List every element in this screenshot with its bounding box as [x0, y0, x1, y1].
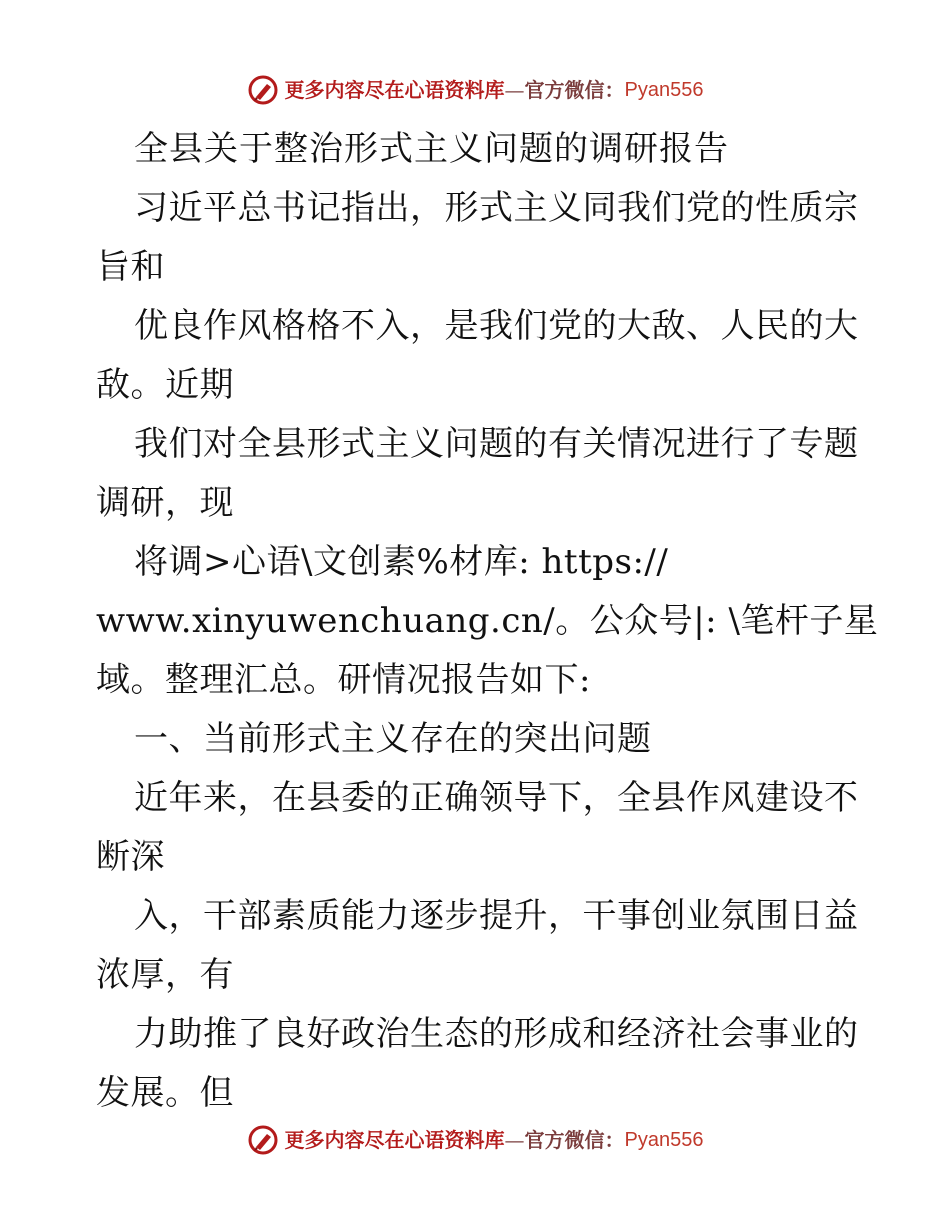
pen-logo-icon	[247, 74, 279, 106]
banner-wechat-id: Pyan556	[624, 79, 704, 101]
footer-banner	[0, 1120, 950, 1160]
pen-logo-icon	[247, 1124, 279, 1156]
paragraph-line: 断深	[96, 837, 165, 877]
banner-dash: —	[504, 78, 525, 102]
banner-main-text: 更多内容尽在心语资料库	[284, 1128, 505, 1152]
header-banner	[0, 70, 950, 110]
paragraph-line: 我们对全县形式主义问题的有关情况进行了专题	[134, 424, 859, 464]
banner-wechat-label: 官方微信：	[524, 1128, 625, 1152]
paragraph-line: 敌。近期	[96, 365, 234, 405]
document-body	[96, 120, 879, 1123]
paragraph-line: 入，干部素质能力逐步提升，干事创业氛围日益	[134, 896, 859, 936]
paragraph-line: 域。整理汇总。研情况报告如下:	[96, 660, 591, 700]
paragraph-line: 习近平总书记指出，形式主义同我们党的性质宗	[134, 188, 859, 228]
paragraph-line: 将调>心语\文创素%材库: https://	[134, 542, 669, 582]
banner-wechat-id: Pyan556	[624, 1129, 704, 1151]
paragraph-line: 旨和	[96, 247, 165, 287]
paragraph-line: 调研，现	[96, 483, 234, 523]
paragraph-line: 近年来，在县委的正确领导下，全县作风建设不	[134, 778, 859, 818]
paragraph-line: 发展。但	[96, 1073, 234, 1113]
document-title: 全县关于整治形式主义问题的调研报告	[134, 129, 729, 169]
paragraph-line: 力助推了良好政治生态的形成和经济社会事业的	[134, 1014, 859, 1054]
paragraph-line: 优良作风格格不入，是我们党的大敌、人民的大	[134, 306, 859, 346]
banner-wechat-label: 官方微信：	[524, 78, 625, 102]
paragraph-line: 浓厚，有	[96, 955, 234, 995]
banner-dash: —	[504, 1128, 525, 1152]
banner-main-text: 更多内容尽在心语资料库	[284, 78, 505, 102]
section-heading: 一、当前形式主义存在的突出问题	[134, 719, 652, 759]
paragraph-line: www.xinyuwenchuang.cn/。公众号|: \笔杆子星	[96, 601, 879, 641]
